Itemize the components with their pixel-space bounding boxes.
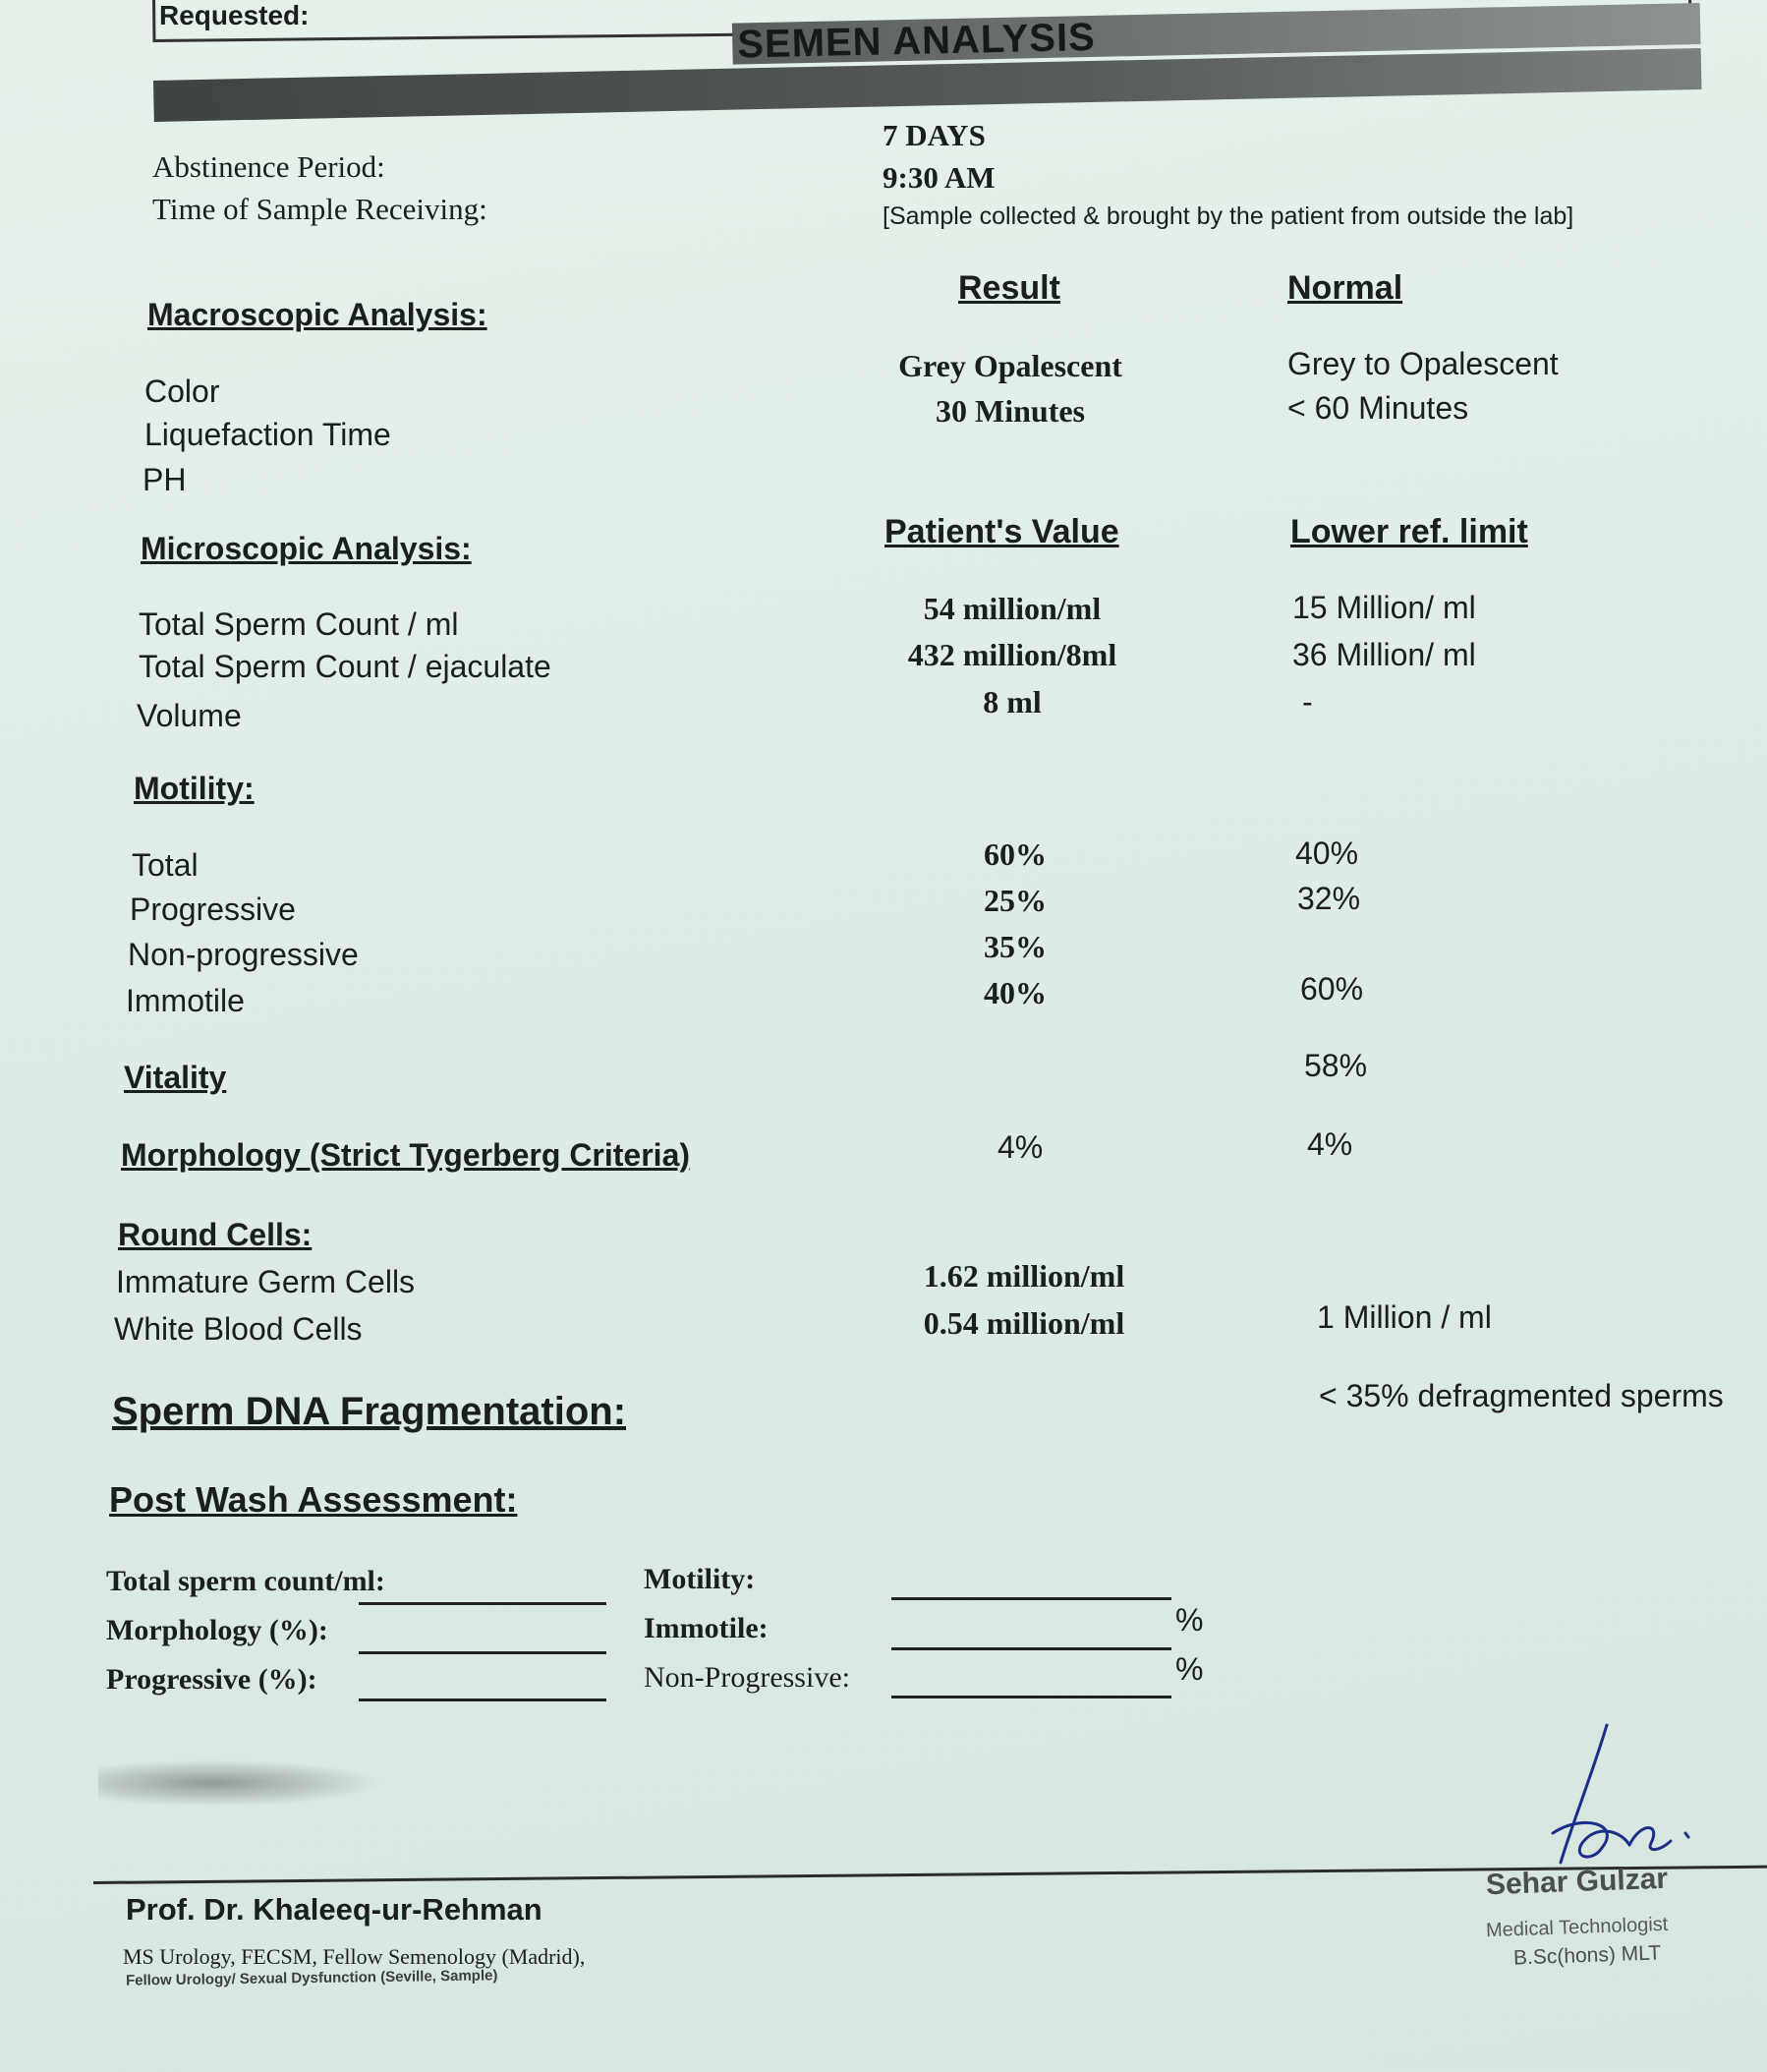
- motility-row-label: Immotile: [126, 983, 245, 1018]
- microscopic-title: Microscopic Analysis:: [141, 531, 472, 566]
- motility-row-ref: 60%: [1300, 971, 1364, 1007]
- post-wash-left-label: Total sperm count/ml:: [106, 1565, 385, 1597]
- round-cells-title: Round Cells:: [118, 1217, 313, 1252]
- micro-row-label: Total Sperm Count / ejaculate: [139, 649, 551, 684]
- motility-row-ref: 40%: [1295, 835, 1359, 871]
- motility-row-label: Non-progressive: [128, 937, 359, 972]
- motility-row-label: Progressive: [130, 892, 296, 927]
- post-wash-left-label: Morphology (%):: [106, 1614, 328, 1646]
- post-wash-right-label: Motility:: [644, 1563, 756, 1595]
- post-wash-left-label: Progressive (%):: [106, 1663, 317, 1696]
- signature-image: [1513, 1715, 1730, 1882]
- post-wash-blank-total[interactable]: [359, 1602, 606, 1605]
- morphology-value: 4%: [998, 1129, 1044, 1165]
- micro-row-ref: 36 Million/ ml: [1292, 637, 1476, 672]
- doctor-credentials: MS Urology, FECSM, Fellow Semenology (Madrid),: [123, 1944, 586, 1969]
- page-title: SEMEN ANALYSIS: [736, 15, 1097, 67]
- macro-row-label: Liquefaction Time: [144, 417, 391, 452]
- sample-note: [Sample collected & brought by the patient from outside the lab]: [883, 202, 1574, 230]
- time-label: Time of Sample Receiving:: [152, 192, 487, 226]
- micro-row-label: Volume: [137, 698, 242, 733]
- post-wash-blank-morphology[interactable]: [359, 1651, 606, 1654]
- macro-row-label: PH: [142, 462, 187, 497]
- motility-row-value: 40%: [984, 975, 1047, 1010]
- tech-degree: B.Sc(hons) MLT: [1512, 1941, 1662, 1970]
- time-value: 9:30 AM: [883, 160, 996, 195]
- post-wash-blank-nonprogressive[interactable]: [891, 1696, 1171, 1698]
- vitality-title: Vitality: [124, 1060, 227, 1095]
- micro-row-value: 54 million/ml: [923, 591, 1102, 626]
- post-wash-unit: %: [1175, 1602, 1204, 1638]
- vitality-ref: 58%: [1304, 1048, 1368, 1083]
- motility-title: Motility:: [134, 771, 255, 806]
- micro-row-value: 8 ml: [983, 684, 1042, 719]
- doctor-credentials-line2: Fellow Urology/ Sexual Dysfunction (Seville, Sample): [125, 1967, 498, 1989]
- round-cells-row-label: White Blood Cells: [114, 1311, 363, 1347]
- round-cells-row-label: Immature Germ Cells: [116, 1264, 416, 1299]
- micro-row-value: 432 million/8ml: [907, 637, 1117, 672]
- col-patient-value: Patient's Value: [884, 513, 1119, 550]
- col-result: Result: [958, 269, 1060, 307]
- macro-row-normal: Grey to Opalescent: [1287, 346, 1559, 381]
- micro-row-label: Total Sperm Count / ml: [139, 606, 459, 642]
- requested-label: Requested:: [159, 0, 310, 30]
- morphology-title: Morphology (Strict Tygerberg Criteria): [121, 1137, 691, 1173]
- motility-row-value: 35%: [984, 929, 1047, 964]
- post-wash-right-label: Immotile:: [644, 1612, 769, 1644]
- macro-row-normal: < 60 Minutes: [1287, 390, 1469, 426]
- round-cells-row-ref: 1 Million / ml: [1317, 1299, 1492, 1335]
- motility-row-ref: 32%: [1297, 881, 1361, 916]
- dna-ref: < 35% defragmented sperms: [1319, 1378, 1724, 1413]
- motility-row-value: 60%: [984, 836, 1047, 872]
- abstinence-label: Abstinence Period:: [152, 149, 385, 184]
- macro-row-result: 30 Minutes: [936, 393, 1085, 429]
- post-wash-blank-immotile[interactable]: [891, 1647, 1171, 1650]
- post-wash-title: Post Wash Assessment:: [109, 1479, 518, 1520]
- motility-row-value: 25%: [984, 883, 1047, 918]
- dna-title: Sperm DNA Fragmentation:: [112, 1390, 627, 1433]
- round-cells-row-value: 1.62 million/ml: [923, 1258, 1125, 1294]
- micro-row-ref: -: [1302, 684, 1313, 719]
- col-lower-ref: Lower ref. limit: [1290, 513, 1528, 550]
- tech-title: Medical Technologist: [1485, 1913, 1669, 1942]
- col-normal: Normal: [1287, 269, 1403, 307]
- post-wash-right-label: Non-Progressive:: [644, 1661, 850, 1694]
- post-wash-blank-motility[interactable]: [891, 1597, 1171, 1600]
- motility-row-label: Total: [132, 847, 199, 883]
- tech-name: Sehar Gulzar: [1485, 1862, 1669, 1902]
- micro-row-ref: 15 Million/ ml: [1292, 590, 1476, 625]
- abstinence-value: 7 DAYS: [883, 118, 986, 152]
- macro-row-label: Color: [144, 374, 220, 409]
- post-wash-unit: %: [1175, 1651, 1204, 1687]
- doctor-name: Prof. Dr. Khaleeq-ur-Rehman: [126, 1892, 542, 1927]
- morphology-ref: 4%: [1307, 1126, 1353, 1162]
- macro-row-result: Grey Opalescent: [898, 348, 1122, 383]
- post-wash-blank-progressive[interactable]: [359, 1698, 606, 1701]
- macroscopic-title: Macroscopic Analysis:: [147, 297, 487, 332]
- round-cells-row-value: 0.54 million/ml: [923, 1305, 1125, 1341]
- ink-smudge: [98, 1759, 383, 1807]
